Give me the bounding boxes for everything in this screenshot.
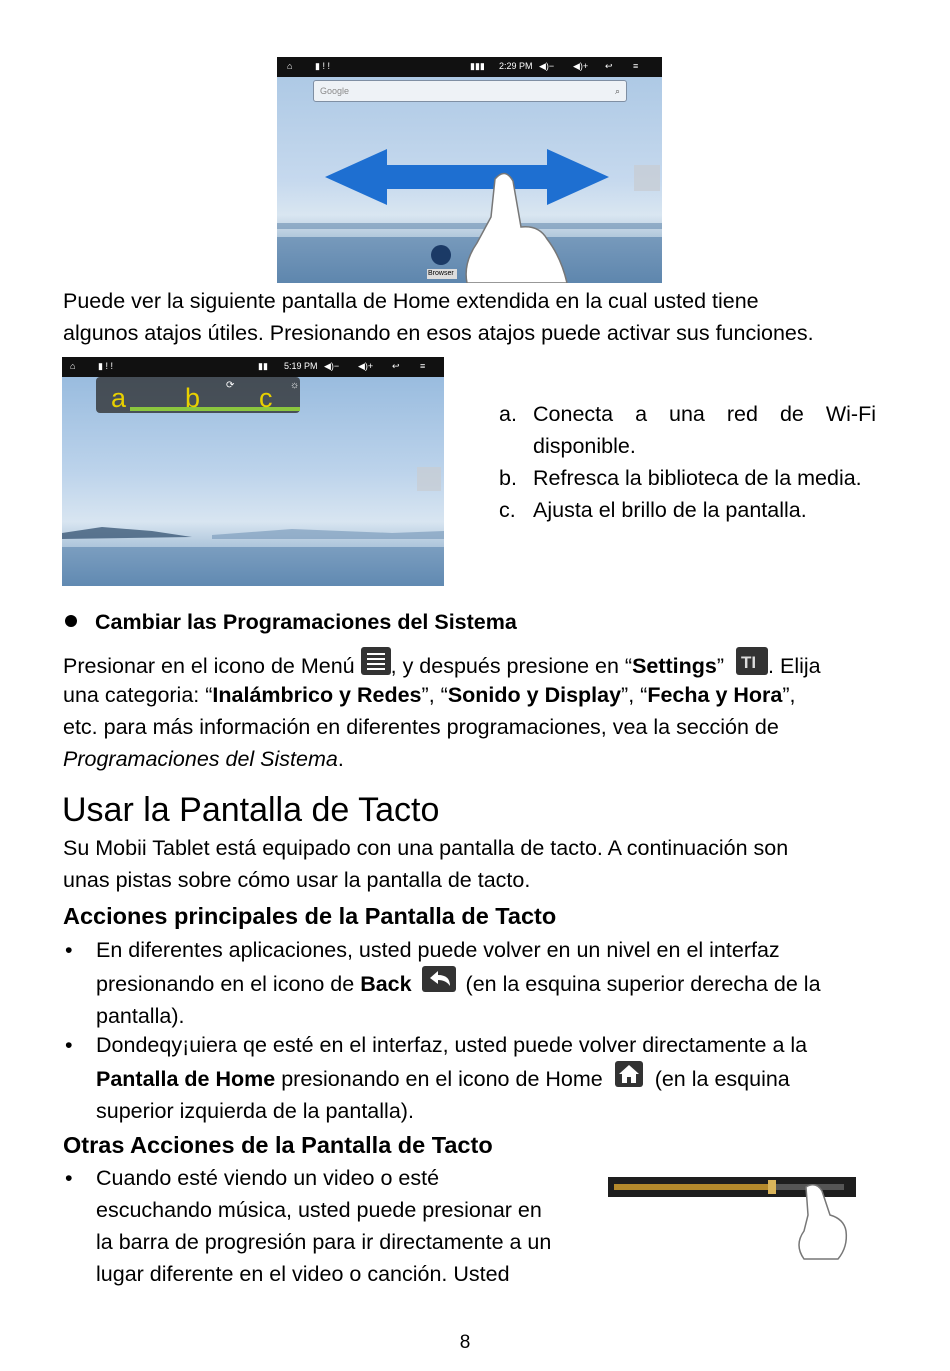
back-icon-inline — [422, 966, 456, 992]
menu-icon-inline — [361, 647, 391, 675]
brightness-icon: ☼ — [290, 380, 300, 391]
home-icon-2: ⌂ — [70, 361, 76, 371]
bullet-mark: • — [65, 938, 73, 962]
status-time-2: 5:19 PM — [284, 361, 318, 371]
lake-scenery — [62, 357, 444, 586]
touch-intro-1: Su Mobii Tablet está equipado con una pantalla de tacto. A continuación son — [63, 836, 789, 860]
list-item: b. Refresca la biblioteca de la media. — [499, 466, 862, 490]
touch-intro-2: unas pistas sobre cómo usar la pantalla de tacto. — [63, 868, 531, 892]
other-actions-heading: Otras Acciones de la Pantalla de Tacto — [63, 1132, 493, 1158]
intro-line-2: algunos atajos útiles. Presionando en esos atajos puede activar sus funciones. — [63, 321, 814, 345]
settings-line-1: Presionar en el icono de Menú , y después presione en “Settings” TI . Elija — [63, 647, 893, 682]
shortcut-list — [499, 398, 876, 526]
bullet-mark: • — [65, 1166, 73, 1190]
settings-line-4: Programaciones del Sistema. — [63, 747, 344, 771]
settings-heading-row — [63, 606, 883, 638]
label-b: b — [185, 383, 201, 413]
signal-icons: ▮▮▮ — [470, 61, 485, 71]
settings-icon-inline — [736, 647, 768, 675]
settings-line-2: una categoria: “Inalámbrico y Redes”, “Sonido y Display”, “Fecha y Hora”, — [63, 683, 796, 707]
volume-down-icon-2: ◀)− — [324, 361, 340, 371]
back-icon-2: ↩ — [392, 361, 400, 371]
list-item: a. Conecta a una red de Wi-Fi disponible. — [499, 402, 876, 458]
bullet-home: • Dondeqy¡uiera qe esté en el interfaz, usted puede volver directamente a la Pantalla de Home presionando en el icono de Home (en la esquina superior izquierda de la pantalla). — [63, 1029, 893, 1127]
home-icon-inline — [615, 1061, 643, 1087]
settings-section-link: Programaciones del Sistema — [63, 747, 338, 771]
home-swipe-screenshot — [277, 57, 662, 283]
volume-up-icon: ◀)+ — [573, 61, 589, 71]
search-icon: ⌕ — [614, 86, 620, 96]
signal-icons-2: ▮▮ — [258, 361, 268, 371]
home-icon: ⌂ — [287, 61, 293, 71]
volume-up-icon-2: ◀)+ — [358, 361, 374, 371]
progress-bar-illustration — [608, 1175, 856, 1265]
search-placeholder: Google — [320, 86, 350, 96]
swipe-arrow-graphic — [277, 57, 662, 283]
notification-icons-2: ▮ ! ! — [98, 361, 113, 371]
bullet-dot — [65, 615, 77, 627]
list-item: c. Ajusta el brillo de la pantalla. — [499, 498, 807, 522]
browser-label: Browser — [428, 270, 454, 277]
label-a: a — [111, 383, 127, 413]
status-time: 2:29 PM — [499, 61, 533, 71]
label-c: c — [259, 383, 273, 413]
notification-icons: ▮ ! ! — [315, 61, 330, 71]
menu-icon-2: ≡ — [420, 361, 426, 371]
back-icon: ↩ — [605, 61, 613, 71]
svg-text:TI: TI — [741, 653, 757, 672]
menu-icon: ≡ — [633, 61, 639, 71]
bullet-progress: • Cuando esté viendo un video o esté escuchando música, usted puede presionar en la barra de progresión para ir directamente a un lugar diferente en el video o canción. Usted — [63, 1162, 603, 1290]
bullet-mark: • — [65, 1033, 73, 1057]
page-number: 8 — [459, 1332, 471, 1353]
settings-line-3: etc. para más información en diferentes programaciones, vea la sección de — [63, 715, 779, 739]
main-actions-heading: Acciones principales de la Pantalla de Tacto — [63, 903, 557, 929]
section-title: Usar la Pantalla de Tacto — [62, 791, 440, 829]
extended-home-screenshot — [62, 357, 444, 586]
volume-down-icon: ◀)− — [539, 61, 555, 71]
intro-line-1: Puede ver la siguiente pantalla de Home extendida en la cual usted tiene — [63, 289, 759, 313]
refresh-icon: ⟳ — [226, 380, 235, 391]
bullet-back: • En diferentes aplicaciones, usted puede volver en un nivel en el interfaz presionando en el icono de Back (en la esquina superior derecha de la pantalla). — [63, 934, 893, 1032]
settings-heading: Cambiar las Programaciones del Sistema — [95, 610, 517, 634]
